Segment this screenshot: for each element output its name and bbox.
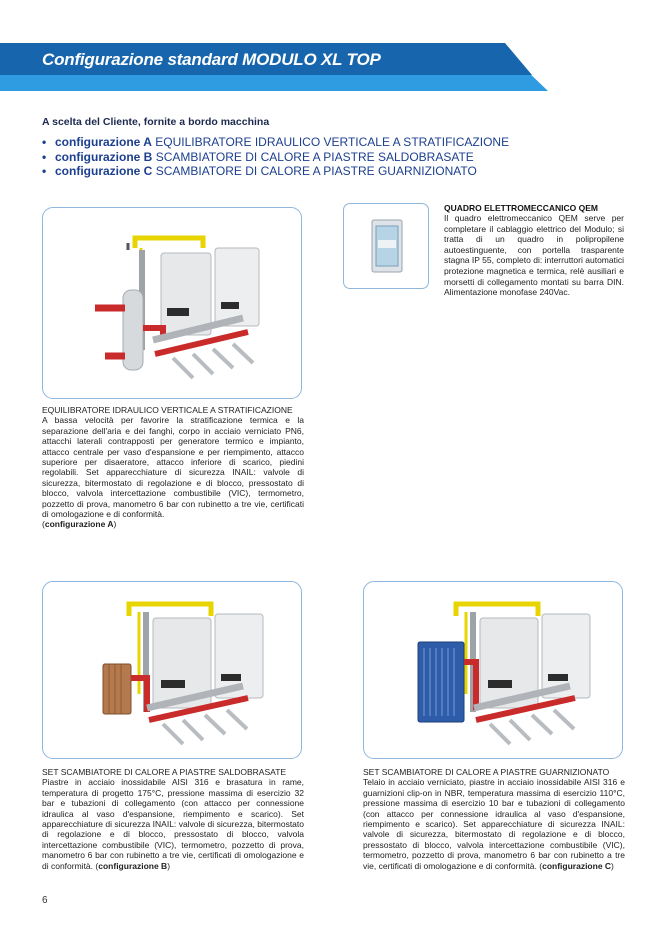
list-item: • configurazione A EQUILIBRATORE IDRAULICO VERTICALE A STRATIFICAZIONE bbox=[42, 135, 510, 149]
product-b-text: Piastre in acciaio inossidabile AISI 316 e brasatura in rame, temperatura di progetto 175°C, pressione massima di esercizio 32 bar e tubazioni di collegamento (con attacco per connessione idraulica al vaso d'espansione, riempimento e scarico). Set apparecchiature di sicurezza INAIL: valvole di sicurezza, bitermostato di regolazione e di blocco, pressostato di blocco, valvola intercettazione combustibile (VIC), termometro, pozzetto di prova, manometro 6 bar con rubinetto a tre vie, certificati di omologazione e di conformità. bbox=[42, 777, 304, 871]
product-a-text: A bassa velocità per favorire la stratificazione termica e la separazione dell'aria e dei fanghi, corpo in acciaio verniciato PN6, attacchi laterali contrapposti per generatore termico e impianto, attacco centrale per vaso d'espansione e per riempimento, attacco superiore per disaeratore, attacco inferiore di scarico, piedini regolabili. Set apparecchiature di sicurezza INAIL: valvole di sicurezza, bitermostato di regolazione e di blocco, pressostato di blocco, valvola intercettazione combustibile (VIC), termometro, pozzetto di prova, manometro 6 bar con rubinetto a tre vie, certificati di omologazione e di conformità. bbox=[42, 415, 304, 520]
product-b-image-frame bbox=[42, 581, 302, 759]
config-desc: SCAMBIATORE DI CALORE A PIASTRE SALDOBRASATE bbox=[155, 149, 474, 164]
product-c-config-tag: configurazione C bbox=[542, 860, 612, 871]
config-label: configurazione C bbox=[55, 164, 153, 178]
boiler-module-c-illustration bbox=[364, 582, 622, 758]
product-c-text: Telaio in acciaio verniciato, piastre in acciaio inossidabile AISI 316 e guarnizioni clip-on in NBR, temperatura massima di esercizio 110°C, pressione massima di esercizio 10 bar e tubazioni di collegamento (con attacco per connessione idraulica al vaso d'espansione, riempimento e scarico). Set apparecchiature di sicurezza INAIL: valvole di sicurezza, bitermostato di regolazione e di blocco, pressostato di blocco, valvola intercettazione combustibile (VIC), termometro, pozzetto di prova, manometro 6 bar con rubinetto a tre vie, certificati di omologazione e di conformità. bbox=[363, 777, 625, 871]
list-item: • configurazione B SCAMBIATORE DI CALORE A PIASTRE SALDOBRASATE bbox=[42, 149, 474, 164]
product-a-image-frame bbox=[42, 207, 302, 399]
page-title: Configurazione standard MODULO XL TOP bbox=[42, 50, 381, 69]
config-label: configurazione B bbox=[55, 149, 153, 164]
product-c-title: SET SCAMBIATORE DI CALORE A PIASTRE GUARNIZIONATO bbox=[363, 767, 610, 777]
product-c-description: SET SCAMBIATORE DI CALORE A PIASTRE GUARNIZIONATO Telaio in acciaio verniciato, piastre in acciaio inossidabile AISI 316 e guarnizioni clip-on in NBR, temperatura massima di esercizio 110°C, pressione massima di esercizio 10 bar e tubazioni di collegamento (con attacco per connessione idraulica al vaso d'espansione, riempimento e scarico). Set apparecchiature di sicurezza INAIL: valvole di sicurezza, bitermostato di regolazione e di blocco, pressostato di blocco, valvola intercettazione combustibile (VIC), termometro, pozzetto di prova, manometro 6 bar con rubinetto a tre vie, certificati di omologazione e di conformità. (configurazione C) bbox=[363, 767, 625, 871]
page-number: 6 bbox=[42, 895, 48, 906]
list-item: • configurazione C SCAMBIATORE DI CALORE A PIASTRE GUARNIZIONATO bbox=[42, 164, 477, 178]
config-desc: SCAMBIATORE DI CALORE A PIASTRE GUARNIZIONATO bbox=[155, 164, 477, 178]
product-a-title: EQUILIBRATORE IDRAULICO VERTICALE A STRATIFICAZIONE bbox=[42, 405, 293, 415]
product-c-image-frame bbox=[363, 581, 623, 759]
boiler-module-b-illustration bbox=[43, 582, 301, 758]
qem-title: QUADRO ELETTROMECCANICO QEM bbox=[444, 203, 598, 213]
product-b-config-tag: configurazione B bbox=[98, 860, 168, 871]
configuration-list bbox=[42, 135, 509, 179]
qem-description: Il quadro elettromeccanico QEM serve per completare il cablaggio elettrico del Modulo; si tratta di un quadro in polipropilene autoestinguente, con portella trasparente stagna IP 55, completo di: interruttori automatici protezione magnetica e termica, relè ausiliari e morsetti di collegamento montati su barra DIN. Alimentazione monofase 240Vac. bbox=[444, 213, 624, 298]
product-a-config-tag: configurazione A bbox=[44, 519, 114, 530]
electrical-panel-illustration bbox=[344, 204, 428, 288]
product-b-description: SET SCAMBIATORE DI CALORE A PIASTRE SALDOBRASATE Piastre in acciaio inossidabile AISI 316 e brasatura in rame, temperatura di progetto 175°C, pressione massima di esercizio 32 bar e tubazioni di collegamento (con attacco per connessione idraulica al vaso d'espansione, riempimento e scarico). Set apparecchiature di sicurezza INAIL: valvole di sicurezza, bitermostato di regolazione e di blocco, pressostato di blocco, valvola intercettazione combustibile (VIC), termometro, pozzetto di prova, manometro 6 bar con rubinetto a tre vie, certificati di omologazione e di conformità. (configurazione B) bbox=[42, 767, 304, 871]
qem-image-frame bbox=[343, 203, 429, 289]
config-desc: EQUILIBRATORE IDRAULICO VERTICALE A STRATIFICAZIONE bbox=[155, 135, 510, 149]
product-b-title: SET SCAMBIATORE DI CALORE A PIASTRE SALDOBRASATE bbox=[42, 767, 287, 777]
product-a-description: EQUILIBRATORE IDRAULICO VERTICALE A STRATIFICAZIONE A bassa velocità per favorire la stratificazione termica e la separazione dell'aria e dei fanghi, corpo in acciaio verniciato PN6, attacchi laterali contrapposti per generatore termico e impianto, attacco centrale per vaso d'espansione e per riempimento, attacco superiore per disaeratore, attacco inferiore di scarico, piedini regolabili. Set apparecchiature di sicurezza INAIL: valvole di sicurezza, bitermostato di regolazione e di blocco, pressostato di blocco, valvola intercettazione combustibile (VIC), termometro, pozzetto di prova, manometro 6 bar con rubinetto a tre vie, certificati di omologazione e di conformità. (configurazione A) bbox=[42, 405, 304, 530]
intro-text: A scelta del Cliente, fornite a bordo macchina bbox=[42, 116, 270, 128]
boiler-module-a-illustration bbox=[43, 208, 301, 398]
config-label: configurazione A bbox=[55, 135, 152, 149]
